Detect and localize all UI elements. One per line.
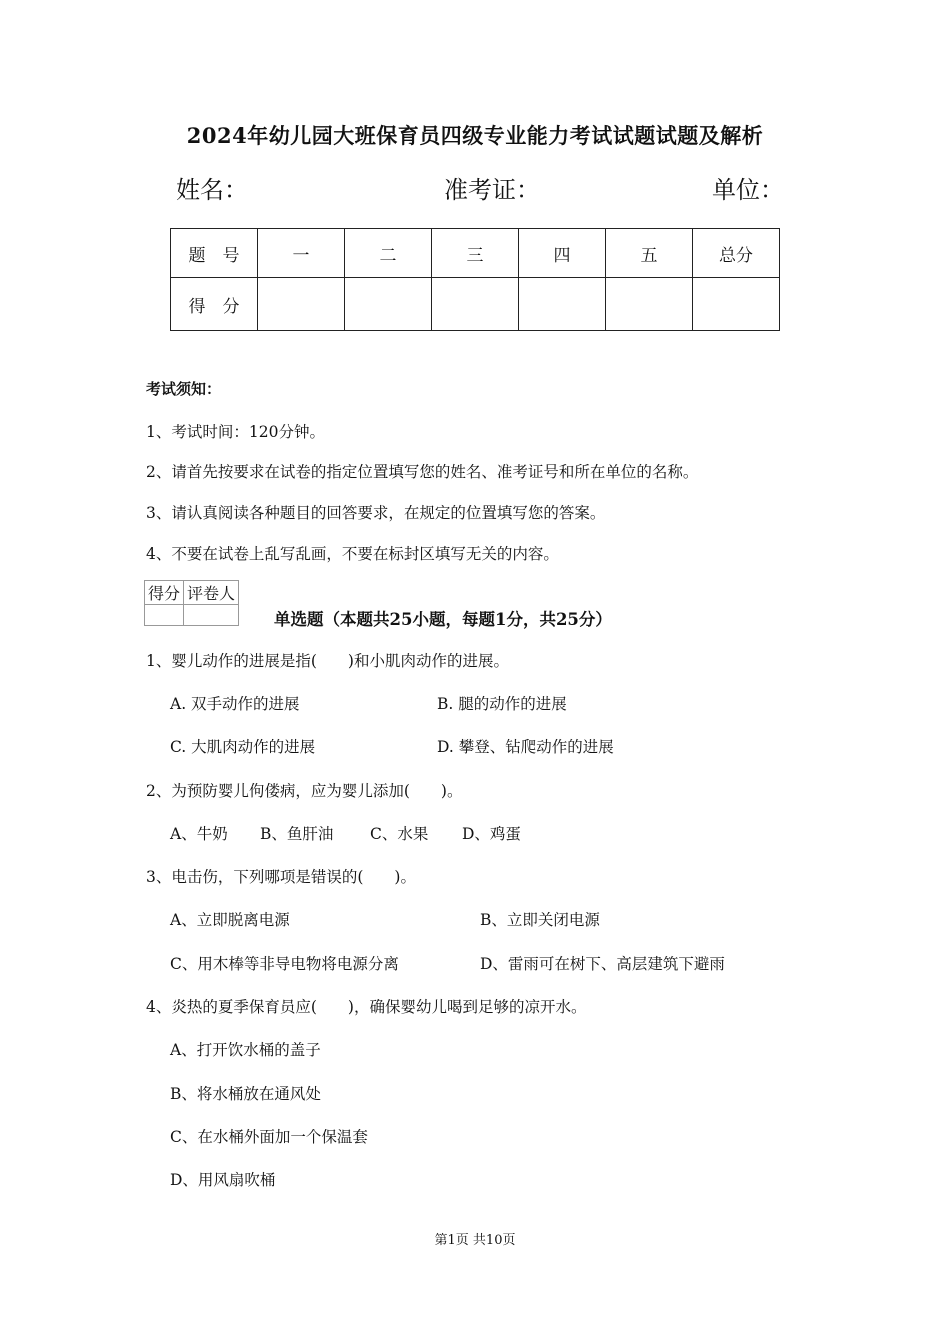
unit-label: 单位： [712,176,784,204]
score-input-1[interactable] [258,278,345,331]
score-table-score-row [171,278,780,331]
question-stem: 4、炎热的夏季保育员应( )，确保婴幼儿喝到足够的凉开水。 [146,998,587,1016]
question-stem: 3、电击伤，下列哪项是错误的( )。 [146,868,416,886]
question-stem: 2、为预防婴儿佝偻病，应为婴儿添加( )。 [146,782,463,800]
grader-box-grader-cell[interactable] [184,605,239,626]
score-input-5[interactable] [606,278,693,331]
page-title: 2024年幼儿园大班保育员四级专业能力考试试题试题及解析 [186,123,764,148]
option-b[interactable]: B、鱼肝油 [260,825,334,843]
notice-item: 2、请首先按要求在试卷的指定位置填写您的姓名、准考证号和所在单位的名称。 [146,463,699,481]
option-c[interactable]: C、用木棒等非导电物将电源分离 [170,955,399,973]
option-c[interactable]: C. 大肌肉动作的进展 [170,738,316,756]
score-row-label: 得 分 [171,278,258,331]
score-cell-total: 总分 [693,229,780,278]
grader-box-score-cell[interactable] [145,605,184,626]
exam-id-label: 准考证： [444,176,540,204]
score-table [170,228,780,331]
option-c[interactable]: C、在水桶外面加一个保温套 [170,1128,368,1146]
option-d[interactable]: D、鸡蛋 [462,825,521,843]
score-table-header-row [171,229,780,278]
score-cell-1: 一 [258,229,345,278]
option-b[interactable]: B、将水桶放在通风处 [170,1085,321,1103]
option-a[interactable]: A、牛奶 [170,825,228,843]
question-stem: 1、婴儿动作的进展是指( )和小肌肉动作的进展。 [146,652,509,670]
score-cell-3: 三 [432,229,519,278]
score-cell-4: 四 [519,229,606,278]
score-input-total[interactable] [693,278,780,331]
score-cell-5: 五 [606,229,693,278]
option-b[interactable]: B、立即关闭电源 [480,911,600,929]
notice-item: 4、不要在试卷上乱写乱画，不要在标封区填写无关的内容。 [146,545,559,563]
notice-title: 考试须知： [146,380,222,398]
notice-item: 3、请认真阅读各种题目的回答要求，在规定的位置填写您的答案。 [146,504,606,522]
score-cell-label: 题 号 [171,229,258,278]
page-footer: 第1页 共10页 [434,1233,516,1248]
option-a[interactable]: A、立即脱离电源 [170,911,290,929]
option-d[interactable]: D、用风扇吹桶 [170,1171,276,1189]
notice-item: 1、考试时间：120分钟。 [146,423,325,441]
option-c[interactable]: C、水果 [370,825,429,843]
grader-box-score-label: 得分 [145,581,184,605]
option-b[interactable]: B. 腿的动作的进展 [437,695,567,713]
section-title: 单选题（本题共25小题，每题1分，共25分） [274,610,612,629]
score-cell-2: 二 [345,229,432,278]
score-input-4[interactable] [519,278,606,331]
option-d[interactable]: D、雷雨可在树下、高层建筑下避雨 [480,955,725,973]
grader-box-grader-label: 评卷人 [184,581,239,605]
score-input-2[interactable] [345,278,432,331]
option-a[interactable]: A. 双手动作的进展 [170,695,300,713]
option-a[interactable]: A、打开饮水桶的盖子 [170,1041,321,1059]
name-label: 姓名： [176,176,248,204]
grader-box [144,580,239,626]
option-d[interactable]: D. 攀登、钻爬动作的进展 [437,738,614,756]
score-input-3[interactable] [432,278,519,331]
